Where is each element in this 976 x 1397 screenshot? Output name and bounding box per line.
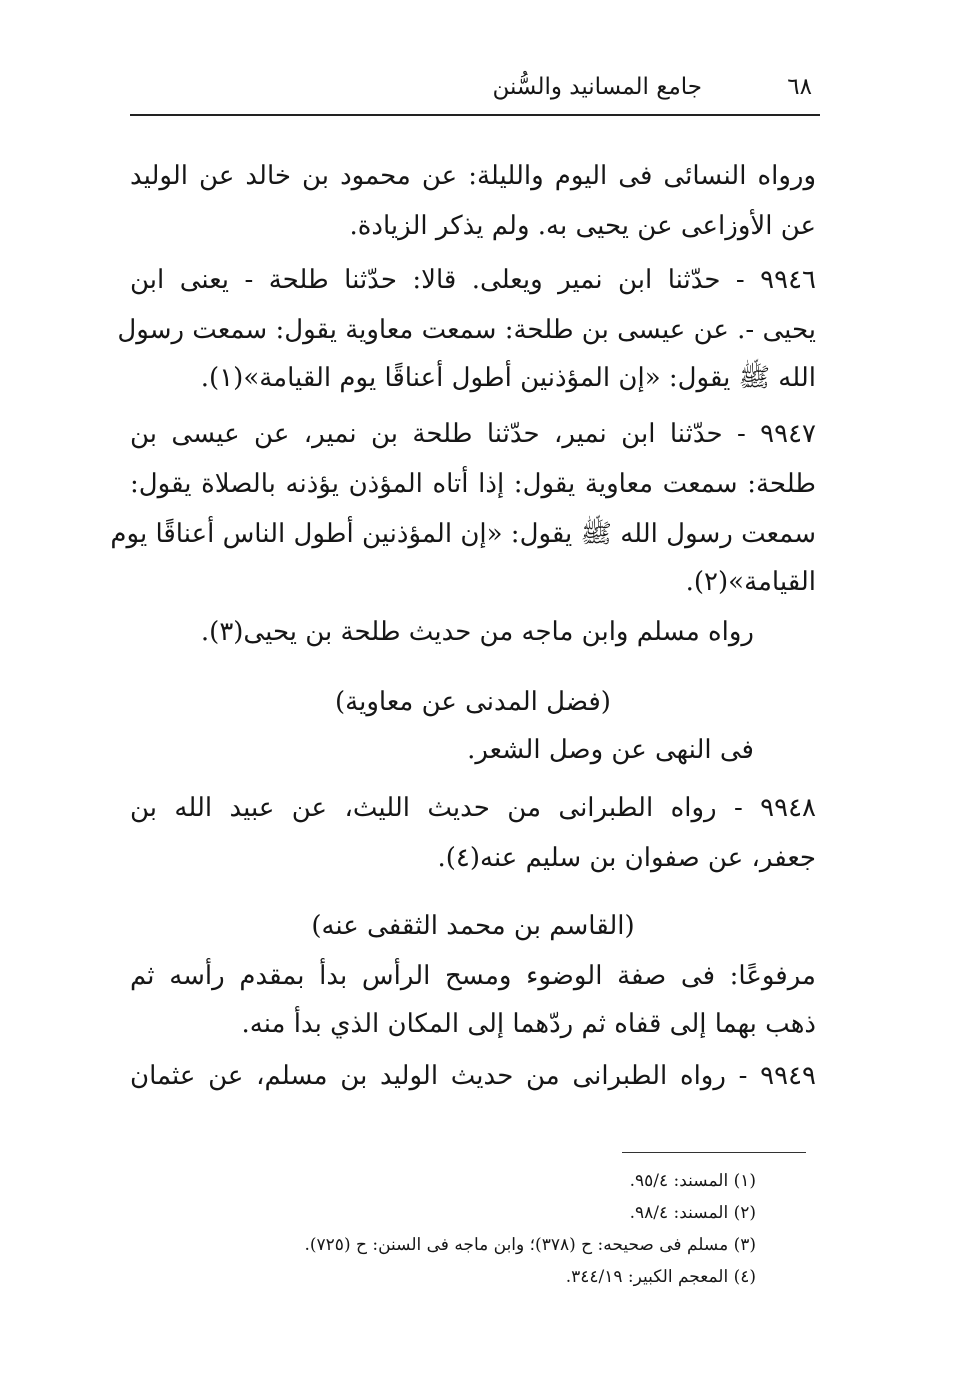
- text-line: يحيى -. عن عيسى بن طلحة: سمعت معاوية يقول: سمعت رسول: [117, 315, 816, 345]
- section-heading: (فضل المدنى عن معاوية): [335, 687, 611, 717]
- text-line: فى النهى عن وصل الشعر.: [467, 735, 754, 765]
- text-line: جعفر، عن صفوان بن سليم عنه(٤).: [437, 843, 816, 873]
- footnote-rule: [622, 1152, 806, 1153]
- text-line: مرفوعًا: فى صفة الوضوء ومسح الرأس بدأ بمقدم رأسه ثم: [130, 961, 816, 991]
- text-line: الله ﷺ يقول: «إن المؤذنين أطول أعناقًا يوم القيامة»(١).: [200, 363, 816, 393]
- running-title: جامع المسانيد والسُّنن: [492, 74, 702, 100]
- page-header: [130, 66, 820, 114]
- footnote: (٢) المسند: ٩٨/٤.: [629, 1203, 756, 1223]
- text-line: القيامة»(٢).: [685, 567, 816, 597]
- text-line: ورواه النسائى فى اليوم والليلة: عن محمود بن خالد عن الوليد: [130, 161, 816, 191]
- hadith-9947-line: ٩٩٤٧ - حدّثنا ابن نمير، حدّثنا طلحة بن نمير، عن عيسى بن: [130, 419, 816, 449]
- text-line: ذهب بهما إلى قفاه ثم ردّهما إلى المكان الذي بدأ منه.: [241, 1009, 816, 1039]
- hadith-9948-line: ٩٩٤٨ - رواه الطبرانى من حديث الليث، عن عبيد الله بن: [130, 793, 816, 823]
- header-rule: [130, 114, 820, 116]
- text-line: طلحة: سمعت معاوية يقول: إذا أتاه المؤذن يؤذنه بالصلاة يقول:: [130, 469, 816, 499]
- hadith-9949-line: ٩٩٤٩ - رواه الطبرانى من حديث الوليد بن مسلم، عن عثمان: [130, 1061, 816, 1091]
- footnote: (٤) المعجم الكبير: ٣٤٤/١٩.: [565, 1267, 756, 1287]
- section-heading: (القاسم بن محمد الثقفى عنه): [311, 911, 635, 941]
- page-number: ٦٨: [787, 74, 812, 100]
- text-line: رواه مسلم وابن ماجه من حديث طلحة بن يحيى(٣).: [200, 617, 754, 647]
- footnote: (٣) مسلم فى صحيحه: ح (٣٧٨)؛ وابن ماجه فى السنن: ح (٧٢٥).: [304, 1235, 756, 1255]
- text-line: سمعت رسول الله ﷺ يقول: «إن المؤذنين أطول الناس أعناقًا يوم: [110, 519, 816, 549]
- footnote: (١) المسند: ٩٥/٤.: [629, 1171, 756, 1191]
- hadith-9946-line: ٩٩٤٦ - حدّثنا ابن نمير ويعلى. قالا: حدّثنا طلحة - يعنى ابن: [130, 265, 816, 295]
- text-line: عن الأوزاعى عن يحيى به. ولم يذكر الزيادة.: [349, 211, 816, 241]
